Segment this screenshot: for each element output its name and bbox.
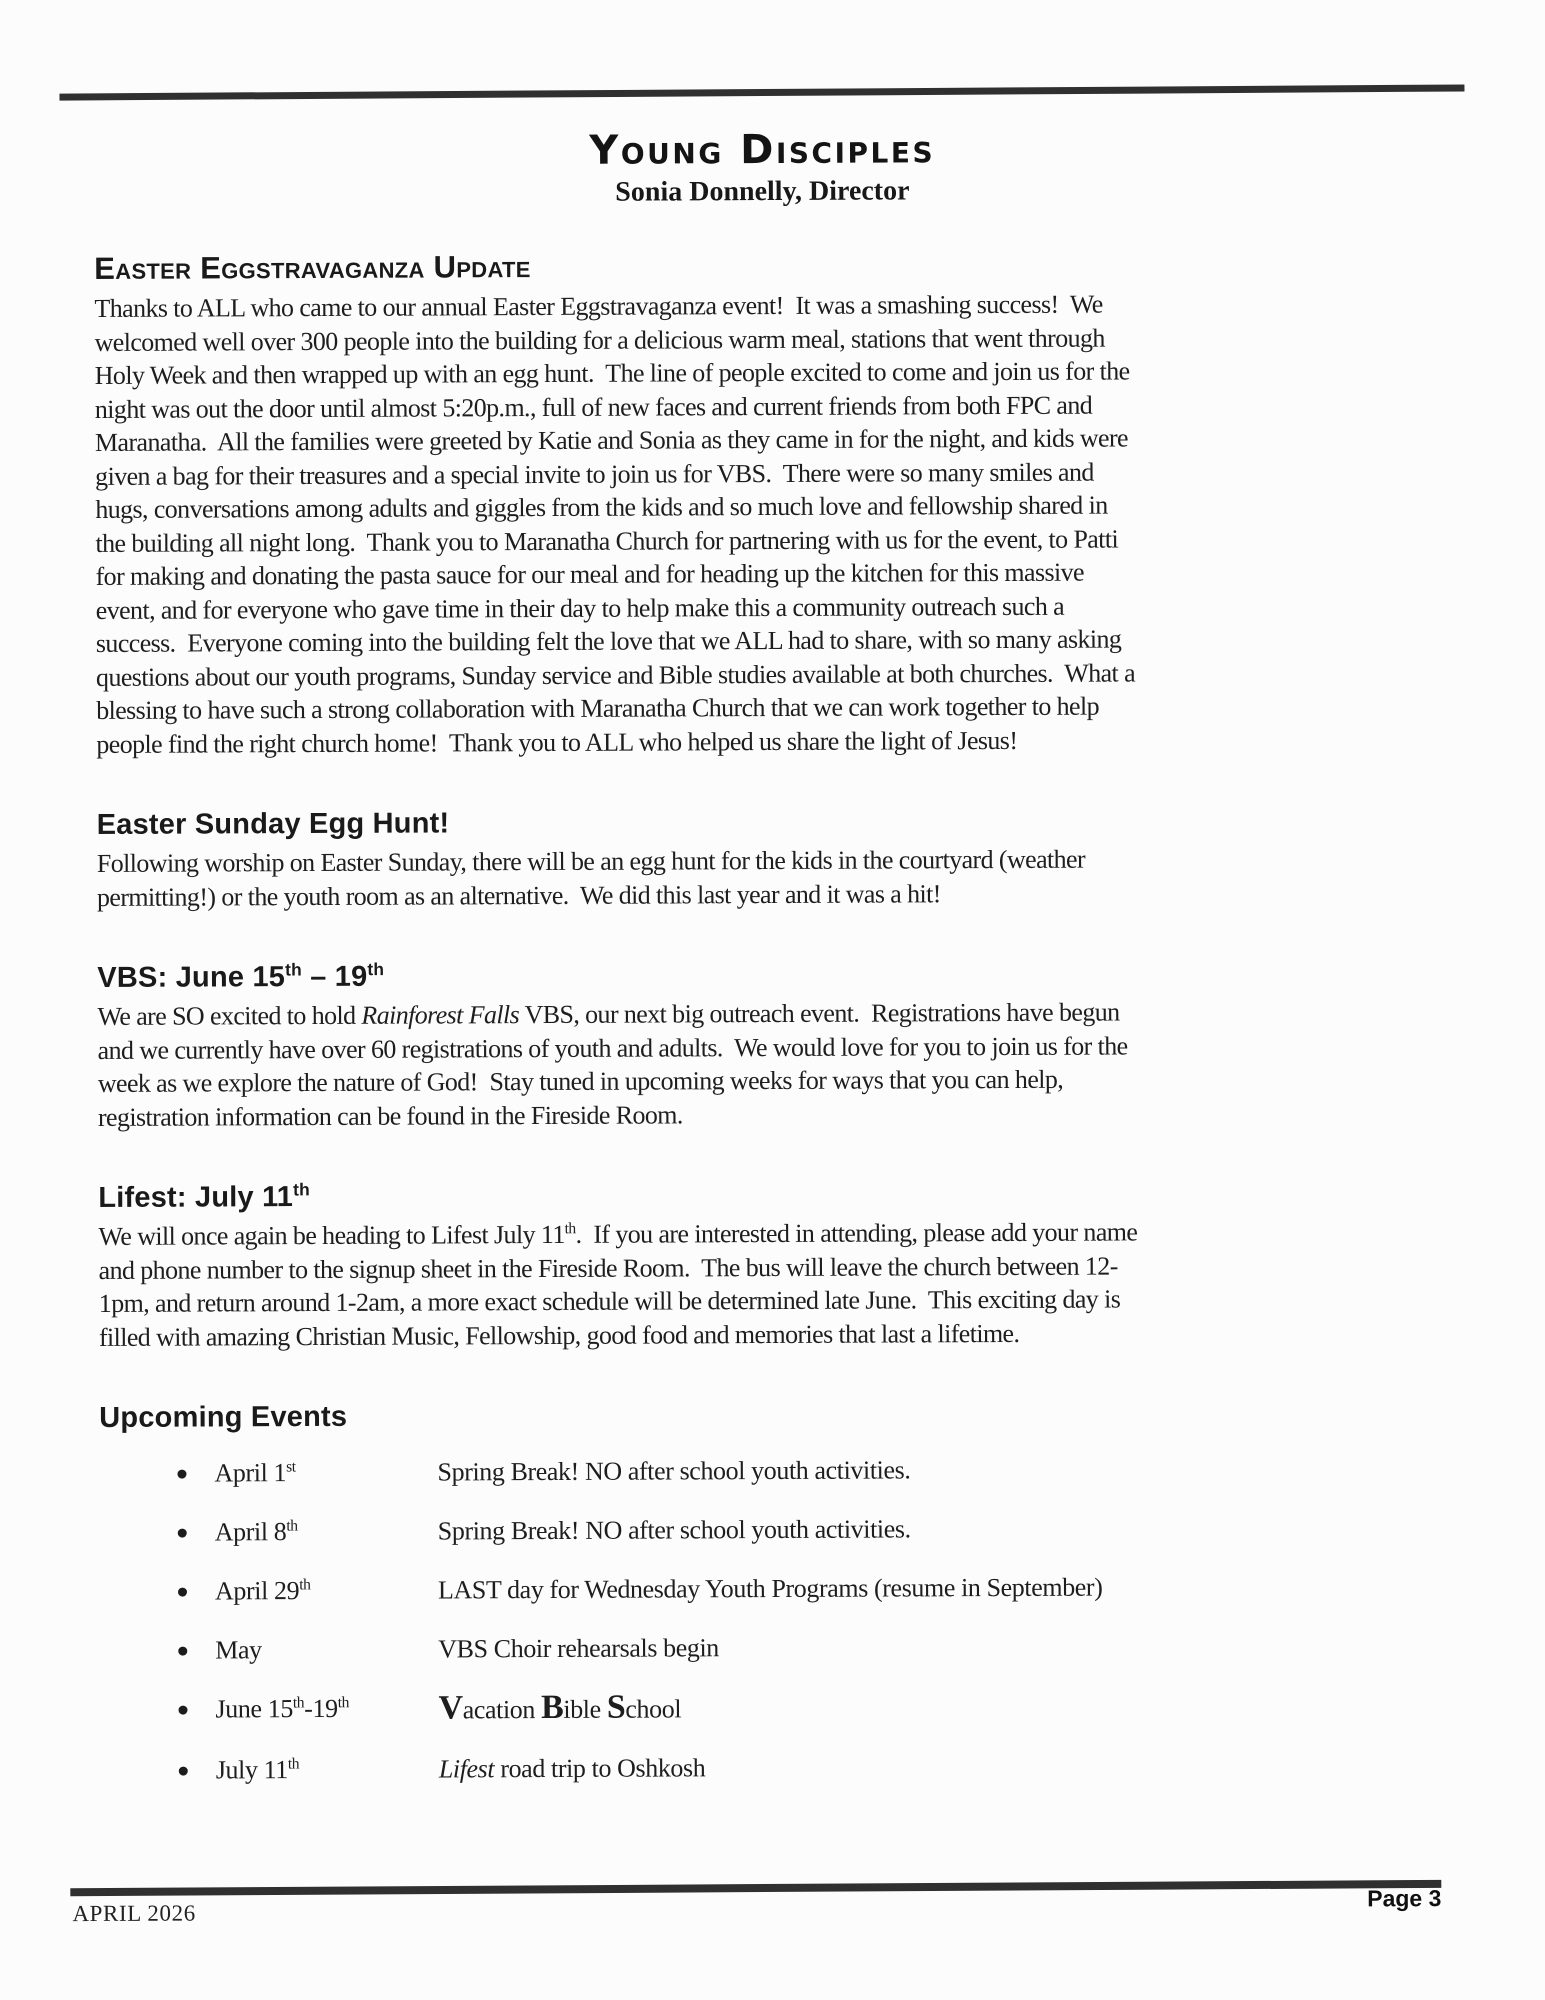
event-date: [214, 1455, 437, 1490]
text-segment: Lifest: July 11: [98, 1181, 294, 1214]
director-byline: Sonia Donnelly, Director: [615, 175, 910, 208]
text-segment: May: [215, 1635, 262, 1665]
paragraph-eggstravaganza: [94, 287, 1141, 761]
event-description: [438, 1688, 1145, 1727]
text-segment: VBS Choir rehearsals begin: [438, 1633, 719, 1664]
text-segment: acation: [462, 1695, 542, 1725]
text-segment: We will once again be heading to Lifest July 11: [98, 1219, 565, 1251]
page-header: [60, 123, 1465, 213]
event-description: [438, 1629, 1145, 1666]
text-segment: LAST day for Wednesday Youth Programs (resume in September): [437, 1572, 1103, 1605]
text-segment: VBS, our next big outreach event. Registrations have begun and we currently have over 60 registrations of youth and adults. We would love for you to join us for the week as we explore the nature of God! Stay tuned in upcoming weeks for ways that you can help, registration information can be found in the Fireside Room.: [97, 997, 1134, 1132]
superscript: th: [285, 959, 302, 980]
text-segment: B: [540, 1688, 564, 1727]
text-segment: road trip to Oshkosh: [494, 1753, 706, 1784]
event-date: [215, 1691, 438, 1726]
bullet-icon: [178, 1529, 187, 1538]
bottom-divider: [70, 1880, 1441, 1896]
text-segment: April 29: [214, 1576, 300, 1606]
text-segment: April 1: [214, 1458, 287, 1488]
paragraph-egg-hunt: [97, 842, 1142, 914]
event-row: [100, 1511, 1145, 1550]
text-segment: Spring Break! NO after school youth activities.: [437, 1455, 911, 1487]
event-date: [216, 1752, 439, 1787]
text-segment: ible: [563, 1694, 607, 1724]
superscript: th: [337, 1694, 350, 1712]
bullet-icon: [178, 1588, 187, 1597]
text-segment: S: [606, 1688, 626, 1726]
paragraph-vbs: [97, 995, 1143, 1134]
page-title: Young Disciples: [589, 126, 936, 174]
footer-issue-date: APRIL 2026: [72, 1900, 196, 1927]
bullet-icon: [177, 1470, 186, 1479]
section-heading-lifest: [98, 1175, 1143, 1216]
superscript: th: [292, 1694, 305, 1712]
event-date: [215, 1514, 438, 1549]
text-segment: chool: [625, 1694, 682, 1724]
events-list: [99, 1452, 1145, 1788]
italic-text: Rainforest Falls: [361, 1000, 520, 1030]
text-segment: Spring Break! NO after school youth activities.: [437, 1514, 911, 1546]
superscript: th: [564, 1220, 576, 1238]
text-segment: Following worship on Easter Sunday, there will be an egg hunt for the kids in the courtyard (weather permitting!) or the youth room as an alternative. We did this last year and it was a hit!: [96, 844, 1091, 912]
event-description: [438, 1511, 1145, 1548]
article-column: [94, 245, 1146, 1788]
superscript: th: [299, 1576, 311, 1594]
superscript: th: [286, 1517, 298, 1535]
event-row: [100, 1570, 1145, 1609]
italic-text: Lifest: [438, 1754, 495, 1784]
text-segment: V: [438, 1689, 463, 1727]
event-row: [100, 1688, 1145, 1729]
event-description: [438, 1570, 1145, 1607]
section-heading-egg-hunt: Easter Sunday Egg Hunt!: [96, 807, 450, 841]
text-segment: VBS: June 15: [97, 961, 286, 994]
event-description: [439, 1749, 1146, 1786]
event-row: [101, 1749, 1146, 1788]
superscript: th: [287, 1755, 300, 1773]
event-date: [215, 1573, 438, 1608]
section-heading-vbs: [97, 955, 1142, 996]
text-segment: – 19: [301, 960, 368, 994]
paragraph-lifest: [98, 1215, 1144, 1354]
event-row: [99, 1452, 1144, 1491]
text-segment: June 15: [215, 1694, 293, 1724]
text-segment: We are SO excited to hold: [97, 1000, 362, 1031]
text-segment: -19: [304, 1693, 338, 1724]
text-segment: July 11: [215, 1755, 288, 1785]
bullet-icon: [178, 1647, 187, 1656]
superscript: st: [286, 1458, 296, 1476]
bullet-icon: [179, 1706, 188, 1715]
event-description: [437, 1452, 1144, 1489]
top-divider: [59, 85, 1464, 101]
text-segment: April 8: [214, 1517, 287, 1547]
section-heading-eggstravaganza: Easter Eggstravaganza Update: [94, 249, 531, 286]
footer-page-number: Page 3: [1367, 1885, 1442, 1912]
superscript: th: [367, 959, 385, 980]
text-segment: . If you are interested in attending, please add your name and phone number to the signup sheet in the Fireside Room. The bus will leave the church between 12-1pm, and return around 1-2am, a more exact schedule will be determined late June. This exciting day is filled with amazing Christian Music, Fellowship, good food and memories that last a lifetime.: [98, 1217, 1144, 1352]
event-row: [100, 1629, 1145, 1668]
section-heading-upcoming-events: Upcoming Events: [99, 1400, 348, 1434]
superscript: th: [293, 1179, 310, 1200]
event-date: [215, 1632, 438, 1667]
bullet-icon: [179, 1767, 188, 1776]
text-segment: Thanks to ALL who came to our annual Easter Eggstravaganza event! It was a smashing success! We welcomed well over 300 people into the building for a delicious warm meal, stations that went through Holy Week and then wrapped up with an egg hunt. The line of people excited to come and join us for the night was out the door until almost 5:20p.m., full of new faces and current friends from both FPC and Maranatha. All the families were greeted by Katie and Sonia as they came in for the night, and kids were given a bag for their treasures and a special invite to join us for VBS. There were so many smiles and hugs, conversations among adults and giggles from the kids and so much love and fellowship shared in the building all night long. Thank you to Maranatha Church for partnering with us for the event, to Patti for making and donating the pasta sauce for our meal and for heading up the kitchen for this massive event, and for everyone who gave time in their day to help make this a community outreach such a success. Everyone coming into the building felt the love that we ALL had to share, with so many asking questions about our youth programs, Sunday service and Bible studies available at both churches. What a blessing to have such a strong collaboration with Maranatha Church that we can work together to help people find the right church home! Thank you to ALL who helped us share the light of Jesus!: [94, 289, 1141, 759]
